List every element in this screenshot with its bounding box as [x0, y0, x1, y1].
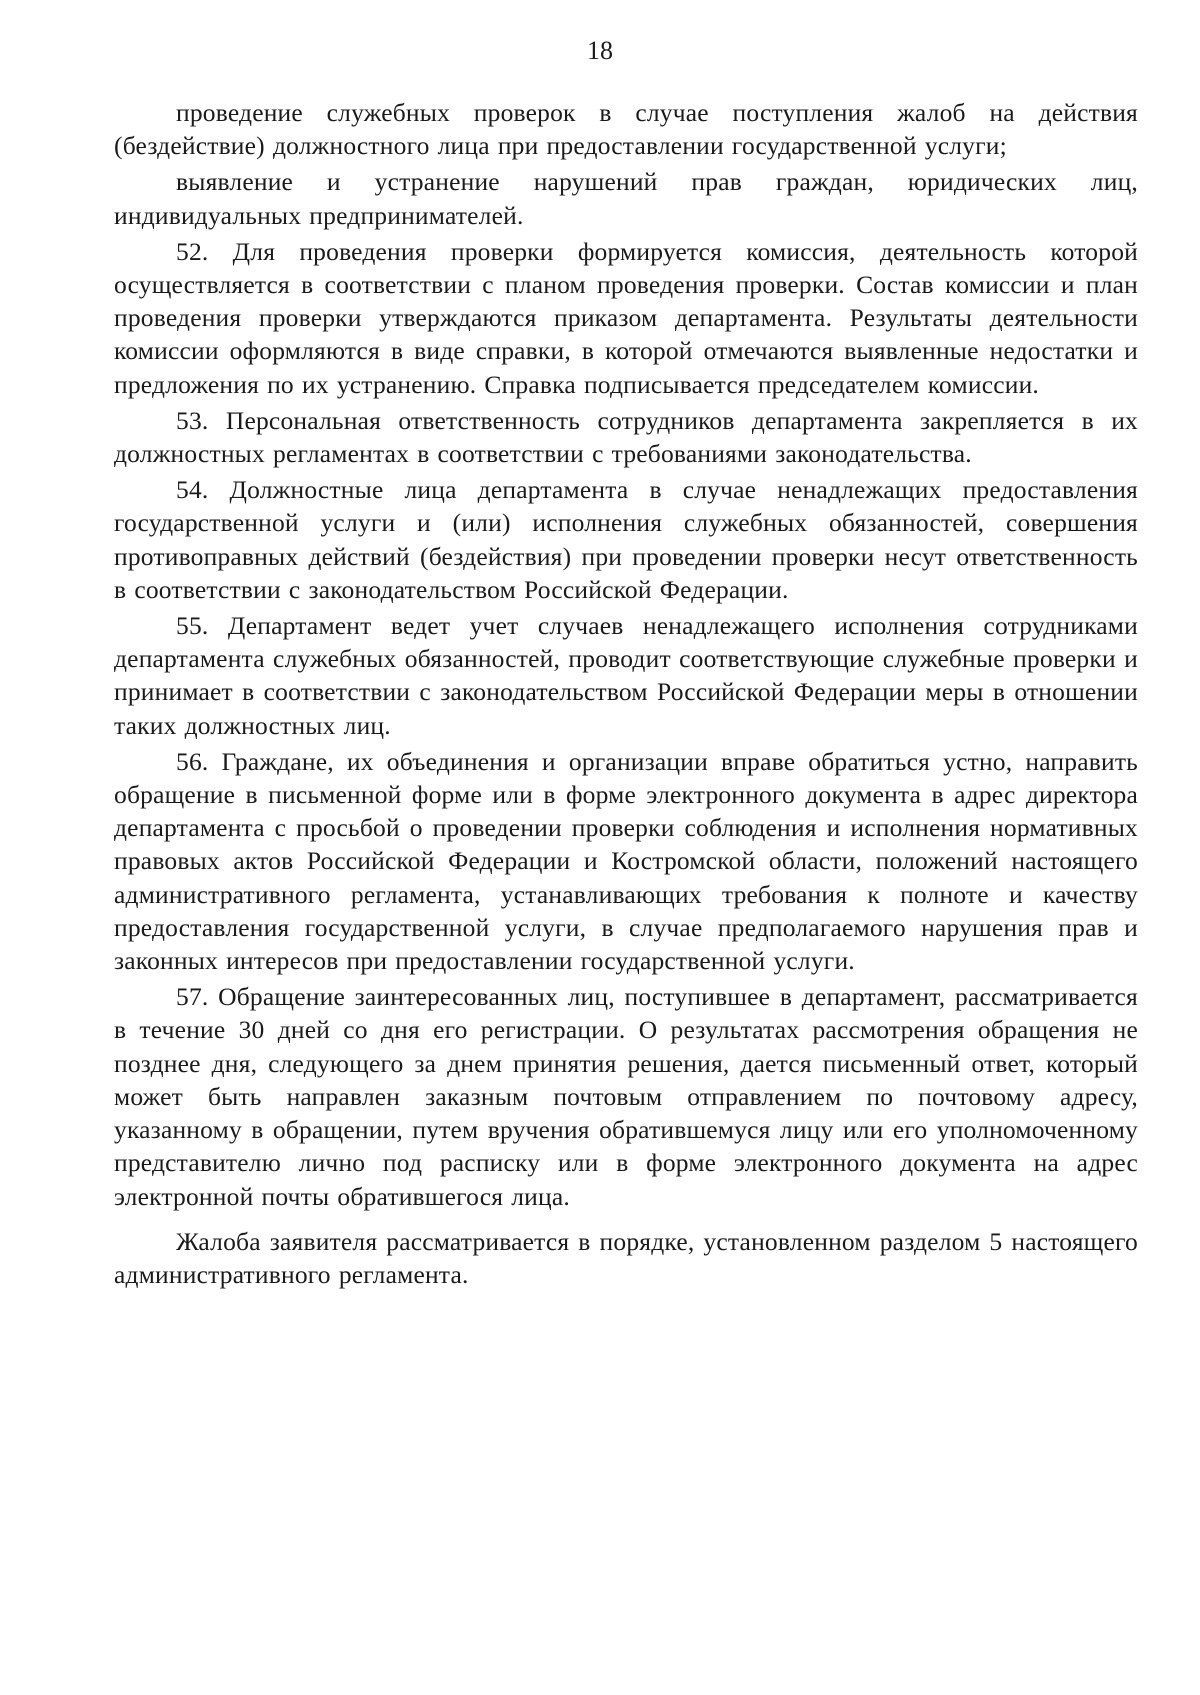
paragraph-inspections-on-complaints: проведение служебных проверок в случае поступления жалоб на действия (бездействие) должностного лица при предоставлении государственной услуги;	[114, 98, 1138, 161]
paragraph-complaint-procedure: Жалоба заявителя рассматривается в порядке, установленном разделом 5 настоящего административного регламента.	[114, 1226, 1138, 1289]
paragraph-55: 55. Департамент ведет учет случаев ненадлежащего исполнения сотрудниками департамента служебных обязанностей, проводит соответствующие служебные проверки и принимает в соответствии с законодательством Российской Федерации меры в отношении таких должностных лиц.	[114, 611, 1138, 740]
paragraph-54: 54. Должностные лица департамента в случае ненадлежащих предоставления государственной услуги и (или) исполнения служебных обязанностей, совершения противоправных действий (бездействия) при проведении проверки несут ответственность в соответствии с законодательством Российской Федерации.	[114, 475, 1138, 604]
paragraph-52: 52. Для проведения проверки формируется комиссия, деятельность которой осуществляется в соответствии с планом проведения проверки. Состав комиссии и план проведения проверки утверждаются приказом департамента. Результаты деятельности комиссии оформляются в виде справки, в которой отмечаются выявленные недостатки и предложения по их устранению. Справка подписывается председателем комиссии.	[114, 236, 1138, 399]
document-body	[114, 96, 1138, 1291]
paragraph-56: 56. Граждане, их объединения и организации вправе обратиться устно, направить обращение в письменной форме или в форме электронного документа в адрес директора департамента с просьбой о проведении проверки соблюдения и исполнения нормативных правовых актов Российской Федерации и Костромской области, положений настоящего административного регламента, устанавливающих требования к полноте и качеству предоставления государственной услуги, в случае предполагаемого нарушения прав и законных интересов при предоставлении государственной услуги.	[114, 746, 1138, 976]
paragraph-violations-detection: выявление и устранение нарушений прав граждан, юридических лиц, индивидуальных предпринимателей.	[114, 167, 1138, 230]
page-number: 18	[587, 36, 613, 65]
paragraph-53: 53. Персональная ответственность сотрудников департамента закрепляется в их должностных регламентах в соответствии с требованиями законодательства.	[114, 405, 1138, 469]
paragraph-57: 57. Обращение заинтересованных лиц, поступившее в департамент, рассматривается в течение 30 дней со дня его регистрации. О результатах рассмотрения обращения не позднее дня, следующего за днем принятия решения, дается письменный ответ, который может быть направлен заказным почтовым отправлением по почтовому адресу, указанному в обращении, путем вручения обратившемуся лицу или его уполномоченному представителю лично под расписку или в форме электронного документа на адрес электронной почты обратившегося лица.	[114, 982, 1138, 1211]
